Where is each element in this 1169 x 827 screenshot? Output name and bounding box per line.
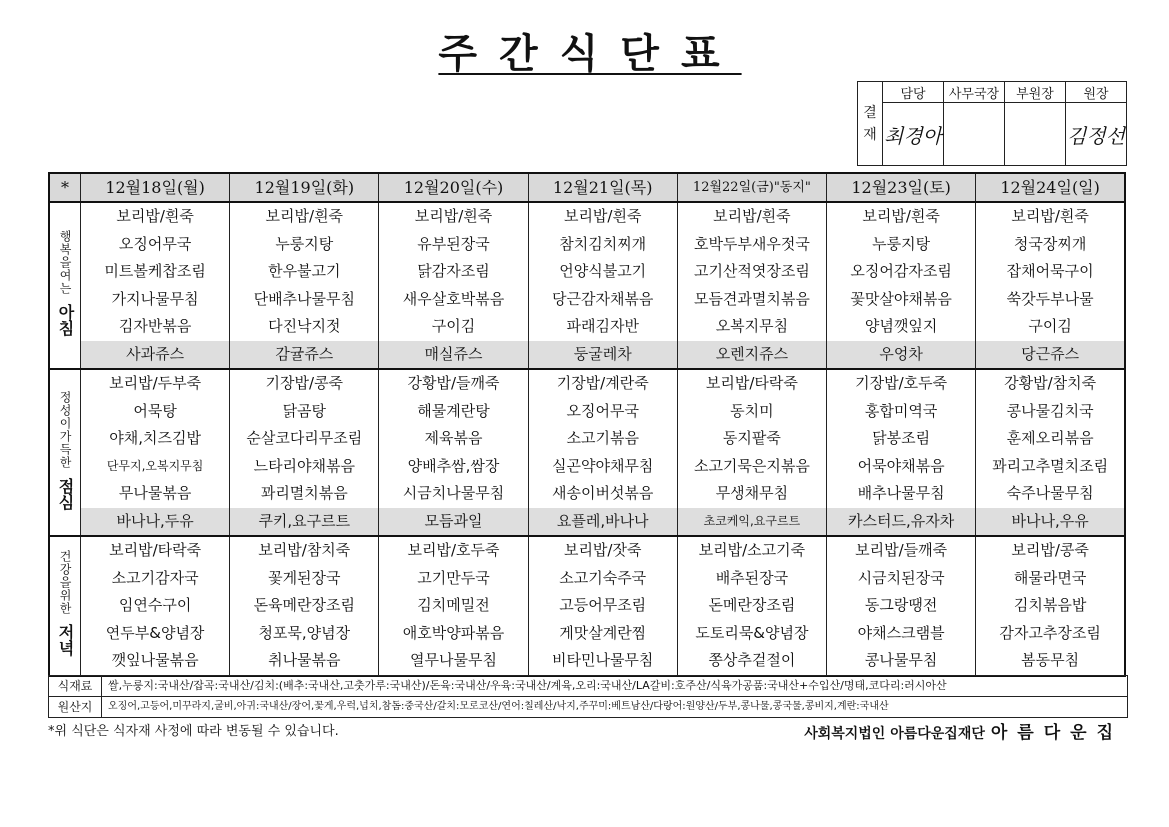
approval-signature: 최경아 bbox=[883, 103, 944, 166]
menu-item: 한우불고기 bbox=[230, 258, 379, 286]
day-header: 12월18일(월) bbox=[81, 173, 230, 202]
menu-item: 보리밥/타락죽 bbox=[677, 369, 826, 398]
menu-item: 열무나물무침 bbox=[379, 647, 528, 676]
menu-item: 오렌지쥬스 bbox=[677, 341, 826, 370]
menu-row bbox=[49, 202, 1125, 231]
menu-item: 보리밥/소고기죽 bbox=[677, 536, 826, 565]
menu-item: 동지팥죽 bbox=[677, 425, 826, 453]
menu-item: 시금치나물무침 bbox=[379, 480, 528, 508]
menu-item: 매실쥬스 bbox=[379, 341, 528, 370]
menu-item: 보리밥/타락죽 bbox=[81, 536, 230, 565]
menu-item: 양배추쌈,쌈장 bbox=[379, 453, 528, 481]
menu-item: 구이김 bbox=[976, 313, 1125, 341]
menu-item: 모듬과일 bbox=[379, 508, 528, 537]
menu-item: 기장밥/콩죽 bbox=[230, 369, 379, 398]
menu-item: 닭곰탕 bbox=[230, 398, 379, 426]
meal-label-big: 점심 bbox=[56, 477, 75, 510]
menu-item: 야채,치즈김밥 bbox=[81, 425, 230, 453]
menu-item: 콩나물김치국 bbox=[976, 398, 1125, 426]
menu-item: 파래김자반 bbox=[528, 313, 677, 341]
menu-item: 취나물볶음 bbox=[230, 647, 379, 676]
menu-item: 배추된장국 bbox=[677, 565, 826, 593]
day-header: 12월24일(일) bbox=[976, 173, 1125, 202]
menu-item: 콩나물무침 bbox=[827, 647, 976, 676]
day-header-row bbox=[49, 173, 1125, 202]
menu-row bbox=[49, 231, 1125, 259]
menu-item: 양념깻잎지 bbox=[827, 313, 976, 341]
menu-item: 소고기묵은지볶음 bbox=[677, 453, 826, 481]
menu-item: 모듬견과멸치볶음 bbox=[677, 286, 826, 314]
menu-item: 언양식불고기 bbox=[528, 258, 677, 286]
ingredient-origin-box bbox=[48, 675, 1128, 718]
menu-item: 참치김치찌개 bbox=[528, 231, 677, 259]
menu-item: 둥굴레차 bbox=[528, 341, 677, 370]
menu-item: 꽃맛살야채볶음 bbox=[827, 286, 976, 314]
organization-name: 아름다운집 bbox=[990, 723, 1123, 743]
page-title: 주간식단표 bbox=[438, 30, 742, 77]
menu-item: 오징어무국 bbox=[528, 398, 677, 426]
menu-item: 강황밥/들깨죽 bbox=[379, 369, 528, 398]
menu-item: 게맛살계란찜 bbox=[528, 620, 677, 648]
menu-item: 숙주나물무침 bbox=[976, 480, 1125, 508]
menu-item: 보리밥/들깨죽 bbox=[827, 536, 976, 565]
menu-item: 단배추나물무침 bbox=[230, 286, 379, 314]
menu-item: 누룽지탕 bbox=[230, 231, 379, 259]
approval-box bbox=[857, 81, 1127, 166]
origin-text: 오징어,고등어,미꾸라지,굴비,아귀:국내산/장어,꽃게,우럭,넙치,참돔:중국산/갈치:모로코산/연어:칠레산/낙지,주꾸미:베트남산/다랑어:원양산/두부,콩나물,콩국물,콩비지,계란:국내산 bbox=[108, 701, 889, 712]
menu-item: 느타리야채볶음 bbox=[230, 453, 379, 481]
origin-text: 쌀,누룽지:국내산/잡곡:국내산/김치:(배추:국내산,고춧가루:국내산)/돈육:국내산/우육:국내산/계육,오리:국내산/LA갈비:호주산/식육가공품:국내산+수입산/명태,코다리:러시아산 bbox=[108, 679, 947, 692]
menu-item: 쿠키,요구르트 bbox=[230, 508, 379, 537]
menu-row bbox=[49, 508, 1125, 537]
menu-item: 동치미 bbox=[677, 398, 826, 426]
menu-item: 소고기숙주국 bbox=[528, 565, 677, 593]
menu-item: 소고기볶음 bbox=[528, 425, 677, 453]
menu-item: 어묵야채볶음 bbox=[827, 453, 976, 481]
menu-item: 유부된장국 bbox=[379, 231, 528, 259]
menu-item: 보리밥/잣죽 bbox=[528, 536, 677, 565]
menu-item: 기장밥/계란죽 bbox=[528, 369, 677, 398]
menu-item: 애호박양파볶음 bbox=[379, 620, 528, 648]
menu-item: 연두부&양념장 bbox=[81, 620, 230, 648]
menu-item: 청포묵,양념장 bbox=[230, 620, 379, 648]
menu-item: 닭봉조림 bbox=[827, 425, 976, 453]
menu-item: 새송이버섯볶음 bbox=[528, 480, 677, 508]
approval-header: 담당 bbox=[883, 82, 944, 103]
organization bbox=[804, 718, 1123, 743]
menu-item: 단무지,오복지무침 bbox=[81, 453, 230, 481]
menu-item: 고기산적엿장조림 bbox=[677, 258, 826, 286]
menu-row bbox=[49, 565, 1125, 593]
menu-item: 해물라면국 bbox=[976, 565, 1125, 593]
menu-item: 고기만두국 bbox=[379, 565, 528, 593]
menu-item: 보리밥/참치죽 bbox=[230, 536, 379, 565]
menu-item: 호박두부새우젓국 bbox=[677, 231, 826, 259]
day-header: 12월19일(화) bbox=[230, 173, 379, 202]
menu-table bbox=[48, 172, 1126, 677]
menu-item: 감자고추장조림 bbox=[976, 620, 1125, 648]
menu-item: 보리밥/흰죽 bbox=[528, 202, 677, 231]
meal-label-small: 건강을위한 bbox=[58, 550, 72, 616]
approval-signature bbox=[1005, 103, 1066, 166]
menu-item: 쫑상추겉절이 bbox=[677, 647, 826, 676]
origin-label: 식재료 bbox=[49, 676, 102, 696]
menu-row bbox=[49, 592, 1125, 620]
menu-item: 무생채무침 bbox=[677, 480, 826, 508]
menu-item: 오징어감자조림 bbox=[827, 258, 976, 286]
menu-item: 당근쥬스 bbox=[976, 341, 1125, 370]
menu-row bbox=[49, 286, 1125, 314]
origin-label: 원산지 bbox=[49, 697, 102, 717]
menu-row bbox=[49, 369, 1125, 398]
menu-item: 보리밥/두부죽 bbox=[81, 369, 230, 398]
menu-item: 시금치된장국 bbox=[827, 565, 976, 593]
menu-row bbox=[49, 647, 1125, 676]
menu-item: 소고기감자국 bbox=[81, 565, 230, 593]
menu-item: 꽃게된장국 bbox=[230, 565, 379, 593]
day-header: 12월20일(수) bbox=[379, 173, 528, 202]
day-header: 12월22일(금)"동지" bbox=[677, 173, 826, 202]
menu-item: 임연수구이 bbox=[81, 592, 230, 620]
menu-item: 바나나,두유 bbox=[81, 508, 230, 537]
menu-item: 청국장찌개 bbox=[976, 231, 1125, 259]
menu-item: 잡채어묵구이 bbox=[976, 258, 1125, 286]
approval-header: 사무국장 bbox=[944, 82, 1005, 103]
meal-label-big: 저녁 bbox=[56, 624, 75, 657]
menu-item: 무나물볶음 bbox=[81, 480, 230, 508]
menu-item: 오징어무국 bbox=[81, 231, 230, 259]
organization-prefix: 사회복지법인 아름다운집재단 bbox=[804, 726, 985, 742]
approval-header: 원장 bbox=[1066, 82, 1127, 103]
day-header: 12월23일(토) bbox=[827, 173, 976, 202]
menu-item: 동그랑땡전 bbox=[827, 592, 976, 620]
menu-item: 배추나물무침 bbox=[827, 480, 976, 508]
menu-item: 실곤약야채무침 bbox=[528, 453, 677, 481]
menu-item: 보리밥/호두죽 bbox=[379, 536, 528, 565]
menu-item: 꽈리멸치볶음 bbox=[230, 480, 379, 508]
approval-signature: 김정선 bbox=[1066, 103, 1127, 166]
menu-item: 보리밥/흰죽 bbox=[81, 202, 230, 231]
menu-item: 요플레,바나나 bbox=[528, 508, 677, 537]
menu-item: 도토리묵&양념장 bbox=[677, 620, 826, 648]
menu-row bbox=[49, 341, 1125, 370]
menu-item: 해물계란탕 bbox=[379, 398, 528, 426]
menu-item: 초코케익,요구르트 bbox=[677, 508, 826, 537]
menu-item: 강황밥/참치죽 bbox=[976, 369, 1125, 398]
menu-item: 꽈리고추멸치조림 bbox=[976, 453, 1125, 481]
menu-item: 김자반볶음 bbox=[81, 313, 230, 341]
menu-item: 오복지무침 bbox=[677, 313, 826, 341]
menu-item: 비타민나물무침 bbox=[528, 647, 677, 676]
approval-signature bbox=[944, 103, 1005, 166]
menu-item: 훈제오리볶음 bbox=[976, 425, 1125, 453]
meal-label bbox=[49, 369, 81, 536]
menu-item: 쑥갓두부나물 bbox=[976, 286, 1125, 314]
menu-item: 미트볼케찹조림 bbox=[81, 258, 230, 286]
menu-row bbox=[49, 620, 1125, 648]
meal-label-big: 아침 bbox=[56, 304, 75, 336]
menu-item: 다진낙지젓 bbox=[230, 313, 379, 341]
menu-item: 감귤쥬스 bbox=[230, 341, 379, 370]
origin-row bbox=[49, 697, 1127, 717]
menu-item: 고등어무조림 bbox=[528, 592, 677, 620]
menu-item: 사과쥬스 bbox=[81, 341, 230, 370]
menu-table-body bbox=[49, 173, 1125, 676]
meal-label bbox=[49, 202, 81, 369]
menu-item: 보리밥/콩죽 bbox=[976, 536, 1125, 565]
menu-item: 돈메란장조림 bbox=[677, 592, 826, 620]
menu-row bbox=[49, 313, 1125, 341]
menu-item: 당근감자채볶음 bbox=[528, 286, 677, 314]
meal-label bbox=[49, 536, 81, 676]
menu-row bbox=[49, 258, 1125, 286]
day-header: 12월21일(목) bbox=[528, 173, 677, 202]
menu-item: 보리밥/흰죽 bbox=[976, 202, 1125, 231]
menu-item: 보리밥/흰죽 bbox=[677, 202, 826, 231]
approval-side-label: 결재 bbox=[858, 82, 883, 166]
menu-item: 깻잎나물볶음 bbox=[81, 647, 230, 676]
menu-item: 어묵탕 bbox=[81, 398, 230, 426]
menu-item: 가지나물무침 bbox=[81, 286, 230, 314]
menu-item: 돈육메란장조림 bbox=[230, 592, 379, 620]
menu-item: 보리밥/흰죽 bbox=[379, 202, 528, 231]
menu-row bbox=[49, 425, 1125, 453]
menu-item: 새우살호박볶음 bbox=[379, 286, 528, 314]
menu-item: 바나나,우유 bbox=[976, 508, 1125, 537]
menu-item: 봄동무침 bbox=[976, 647, 1125, 676]
notice-text: *위 식단은 식자재 사정에 따라 변동될 수 있습니다. bbox=[48, 724, 339, 739]
menu-item: 야채스크램블 bbox=[827, 620, 976, 648]
menu-row bbox=[49, 536, 1125, 565]
menu-row bbox=[49, 398, 1125, 426]
menu-item: 보리밥/흰죽 bbox=[230, 202, 379, 231]
menu-item: 김치메밀전 bbox=[379, 592, 528, 620]
menu-item: 보리밥/흰죽 bbox=[827, 202, 976, 231]
menu-row bbox=[49, 480, 1125, 508]
menu-item: 누룽지탕 bbox=[827, 231, 976, 259]
menu-item: 구이김 bbox=[379, 313, 528, 341]
meal-label-small: 정성이가득한 bbox=[58, 390, 72, 469]
meal-label-small: 행복을여는 bbox=[58, 230, 72, 295]
menu-item: 순살코다리무조림 bbox=[230, 425, 379, 453]
menu-item: 카스터드,유자차 bbox=[827, 508, 976, 537]
menu-item: 홍합미역국 bbox=[827, 398, 976, 426]
corner-cell: * bbox=[49, 173, 81, 202]
menu-item: 기장밥/호두죽 bbox=[827, 369, 976, 398]
menu-item: 닭감자조림 bbox=[379, 258, 528, 286]
origin-row bbox=[49, 676, 1127, 697]
menu-item: 우엉차 bbox=[827, 341, 976, 370]
menu-item: 제육볶음 bbox=[379, 425, 528, 453]
menu-item: 김치볶음밥 bbox=[976, 592, 1125, 620]
menu-row bbox=[49, 453, 1125, 481]
approval-header: 부원장 bbox=[1005, 82, 1066, 103]
